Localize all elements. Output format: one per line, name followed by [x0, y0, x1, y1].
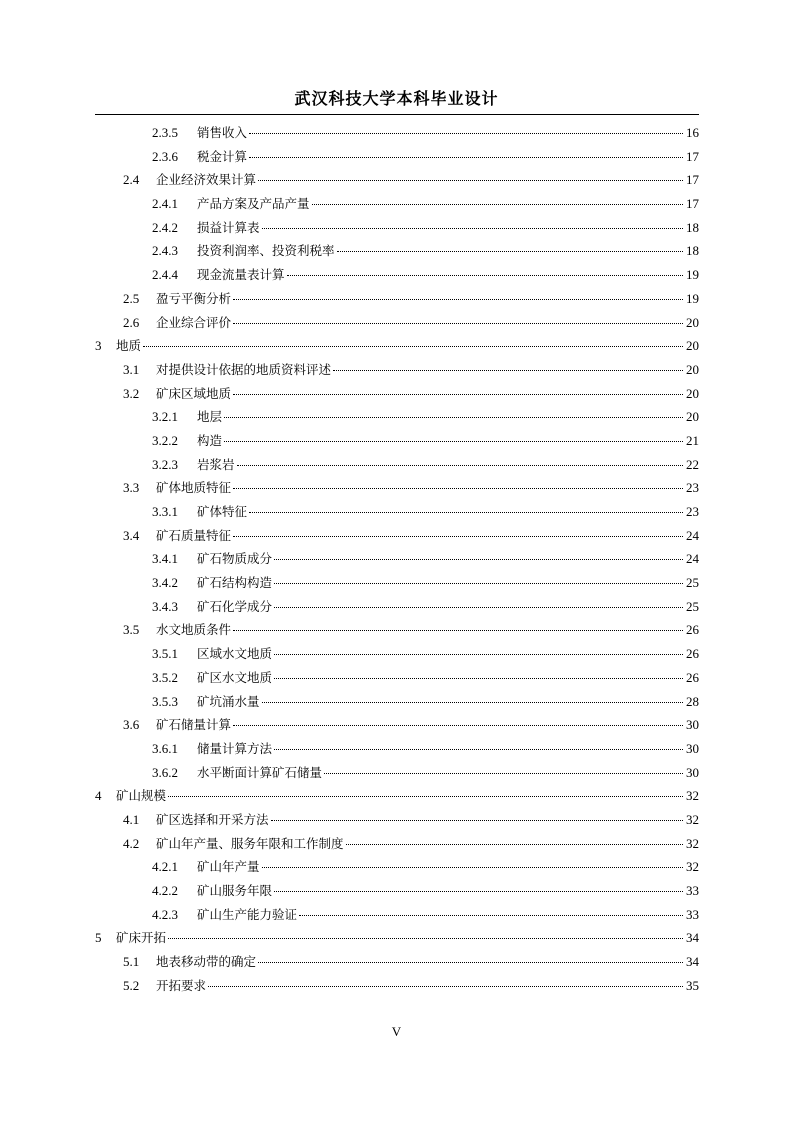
- toc-entry-number: 3.6.1: [152, 740, 178, 756]
- toc-entry-page: 16: [686, 125, 699, 140]
- toc-entry-page: 32: [686, 788, 699, 804]
- toc-entry-page: 23: [686, 480, 699, 496]
- toc-entry-number: 3.2: [123, 385, 140, 401]
- toc-entry-number: 2.4.2: [152, 219, 178, 235]
- toc-entry-title: 矿山生产能力验证: [197, 906, 298, 922]
- toc-entry-page: 30: [686, 740, 699, 756]
- toc-entry[interactable]: [95, 642, 699, 666]
- toc-entry-page: 21: [686, 432, 699, 448]
- toc-entry-page: 18: [686, 219, 699, 235]
- toc-entry-title: 对提供设计依据的地质资料评述: [156, 361, 332, 377]
- toc-dot-leader: [233, 298, 683, 300]
- toc-entry-title: 地层: [197, 409, 223, 425]
- toc-dot-leader: [274, 558, 683, 560]
- toc-entry-number: 2.5: [123, 290, 140, 306]
- toc-entry[interactable]: [95, 524, 699, 548]
- toc-entry-page: 26: [686, 669, 699, 685]
- toc-dot-leader: [258, 179, 683, 181]
- toc-entry-number: 2.4: [123, 172, 140, 188]
- toc-entry[interactable]: [95, 453, 699, 477]
- toc-entry-title: 矿区水文地质: [197, 669, 273, 685]
- toc-entry-page: 28: [686, 693, 699, 709]
- toc-entry[interactable]: [95, 737, 699, 761]
- toc-entry[interactable]: [95, 950, 699, 974]
- toc-entry-title: 区域水文地质: [197, 646, 273, 662]
- toc-entry-page: 30: [686, 764, 699, 780]
- toc-dot-leader: [324, 772, 683, 774]
- toc-entry-number: 3.2.3: [152, 456, 178, 472]
- toc-entry-title: 矿山年产量、服务年限和工作制度: [156, 835, 344, 851]
- header-rule: [95, 114, 699, 115]
- toc-entry-number: 3.5.1: [152, 646, 178, 662]
- toc-entry-title: 损益计算表: [197, 219, 260, 235]
- toc-entry-title: 水平断面计算矿石储量: [197, 764, 323, 780]
- toc-entry-page: 30: [686, 717, 699, 733]
- table-of-contents: [95, 121, 699, 997]
- toc-entry-number: 2.6: [123, 314, 140, 330]
- toc-entry-title: 矿山规模: [116, 788, 167, 804]
- toc-entry-page: 33: [686, 906, 699, 922]
- toc-entry-page: 24: [686, 551, 699, 567]
- toc-entry-number: 2.4.3: [152, 243, 178, 259]
- toc-entry-title: 水文地质条件: [156, 622, 232, 638]
- toc-entry-page: 18: [686, 243, 699, 259]
- toc-dot-leader: [312, 203, 683, 205]
- toc-dot-leader: [274, 653, 683, 655]
- toc-entry-title: 矿体地质特征: [156, 480, 232, 496]
- toc-entry-number: 3.5.3: [152, 693, 178, 709]
- toc-entry[interactable]: [95, 121, 699, 145]
- toc-entry-page: 20: [686, 338, 699, 354]
- toc-entry[interactable]: [95, 903, 699, 927]
- toc-entry-number: 4.2.3: [152, 906, 178, 922]
- toc-entry-page: 17: [686, 172, 699, 188]
- toc-entry-number: 4: [95, 788, 102, 804]
- toc-entry-title: 盈亏平衡分析: [156, 290, 232, 306]
- toc-entry-number: 3.2.2: [152, 432, 178, 448]
- toc-dot-leader: [274, 677, 683, 679]
- toc-entry-page: 32: [686, 859, 699, 875]
- toc-entry[interactable]: [95, 358, 699, 382]
- toc-entry[interactable]: [95, 879, 699, 903]
- toc-dot-leader: [249, 511, 683, 513]
- toc-entry[interactable]: [95, 192, 699, 216]
- toc-entry-page: 17: [686, 148, 699, 164]
- toc-dot-leader: [224, 440, 683, 442]
- toc-entry-title: 矿石质量特征: [156, 527, 232, 543]
- toc-entry-page: 25: [686, 598, 699, 614]
- toc-entry-number: 3: [95, 338, 102, 354]
- toc-entry-number: 3.3.1: [152, 504, 178, 519]
- document-header-title: 武汉科技大学本科毕业设计: [294, 89, 499, 108]
- toc-entry[interactable]: [95, 405, 699, 429]
- toc-entry-page: 22: [686, 456, 699, 472]
- toc-entry-title: 构造: [197, 432, 223, 448]
- toc-entry-number: 3.5.2: [152, 669, 178, 685]
- toc-dot-leader: [224, 416, 683, 418]
- toc-entry-page: 20: [686, 314, 699, 330]
- toc-entry[interactable]: [95, 429, 699, 453]
- toc-dot-leader: [287, 274, 683, 276]
- toc-entry-page: 25: [686, 575, 699, 591]
- toc-entry-number: 3.2.1: [152, 409, 178, 425]
- toc-entry-page: 33: [686, 883, 699, 898]
- toc-dot-leader: [258, 961, 683, 963]
- toc-entry[interactable]: [95, 168, 699, 192]
- toc-entry[interactable]: [95, 974, 699, 998]
- toc-entry-title: 销售收入: [197, 125, 248, 140]
- toc-dot-leader: [299, 914, 683, 916]
- toc-entry[interactable]: [95, 832, 699, 856]
- toc-entry-title: 矿区选择和开采方法: [156, 811, 269, 827]
- toc-dot-leader: [274, 582, 683, 584]
- toc-entry-title: 投资利润率、投资利税率: [197, 243, 335, 259]
- toc-entry[interactable]: [95, 239, 699, 263]
- toc-entry-page: 19: [686, 290, 699, 306]
- toc-entry[interactable]: [95, 926, 699, 950]
- toc-entry-number: 3.4.1: [152, 551, 178, 567]
- toc-entry-number: 2.3.6: [152, 148, 178, 164]
- toc-entry-title: 矿石化学成分: [197, 598, 273, 614]
- toc-entry-page: 34: [686, 930, 699, 946]
- toc-entry-page: 35: [686, 977, 699, 993]
- toc-entry[interactable]: [95, 500, 699, 524]
- toc-entry-number: 4.2: [123, 835, 140, 851]
- toc-entry-number: 3.3: [123, 480, 140, 496]
- toc-entry-title: 企业经济效果计算: [156, 172, 257, 188]
- toc-dot-leader: [168, 795, 683, 797]
- toc-entry-number: 3.1: [123, 361, 140, 377]
- toc-entry[interactable]: [95, 476, 699, 500]
- toc-entry[interactable]: [95, 547, 699, 571]
- toc-dot-leader: [337, 250, 683, 252]
- toc-dot-leader: [168, 937, 683, 939]
- toc-entry-title: 矿石物质成分: [197, 551, 273, 567]
- toc-dot-leader: [262, 701, 683, 703]
- toc-entry-number: 3.4.2: [152, 575, 178, 591]
- toc-entry[interactable]: [95, 334, 699, 358]
- toc-entry-number: 3.5: [123, 622, 140, 638]
- toc-entry-number: 3.4.3: [152, 598, 178, 614]
- toc-entry-title: 矿体特征: [197, 504, 248, 519]
- toc-entry-page: 20: [686, 409, 699, 425]
- toc-entry[interactable]: [95, 713, 699, 737]
- toc-entry[interactable]: [95, 808, 699, 832]
- toc-entry[interactable]: [95, 618, 699, 642]
- toc-entry-title: 开拓要求: [156, 977, 207, 993]
- toc-dot-leader: [333, 369, 683, 371]
- toc-entry-number: 2.4.1: [152, 196, 178, 212]
- toc-entry-title: 矿山服务年限: [197, 883, 273, 898]
- toc-entry[interactable]: [95, 761, 699, 785]
- toc-entry-title: 税金计算: [197, 148, 248, 164]
- toc-dot-leader: [233, 487, 683, 489]
- toc-entry[interactable]: [95, 145, 699, 169]
- toc-dot-leader: [233, 629, 683, 631]
- toc-dot-leader: [233, 322, 683, 324]
- toc-dot-leader: [274, 748, 683, 750]
- toc-dot-leader: [233, 724, 683, 726]
- toc-entry-page: 34: [686, 954, 699, 970]
- toc-entry[interactable]: [95, 595, 699, 619]
- toc-entry-number: 3.6: [123, 717, 140, 733]
- toc-entry-number: 2.4.4: [152, 267, 178, 283]
- toc-entry-title: 企业综合评价: [156, 314, 232, 330]
- toc-entry-page: 32: [686, 811, 699, 827]
- toc-entry-number: 5.2: [123, 977, 140, 993]
- toc-entry[interactable]: [95, 382, 699, 406]
- toc-entry-title: 地质: [116, 338, 142, 354]
- toc-entry[interactable]: [95, 666, 699, 690]
- toc-entry-title: 储量计算方法: [197, 740, 273, 756]
- toc-entry-number: 5: [95, 930, 102, 946]
- toc-entry-page: 23: [686, 504, 699, 519]
- toc-entry-page: 20: [686, 385, 699, 401]
- toc-entry-title: 矿石结构构造: [197, 575, 273, 591]
- toc-entry[interactable]: [95, 311, 699, 335]
- toc-entry-title: 矿石储量计算: [156, 717, 232, 733]
- toc-entry[interactable]: [95, 263, 699, 287]
- toc-entry-page: 20: [686, 361, 699, 377]
- toc-dot-leader: [346, 843, 683, 845]
- toc-entry-number: 4.2.1: [152, 859, 178, 875]
- toc-entry-number: 4.1: [123, 811, 140, 827]
- toc-entry[interactable]: [95, 571, 699, 595]
- toc-dot-leader: [143, 345, 683, 347]
- toc-entry-title: 矿坑涌水量: [197, 693, 260, 709]
- toc-dot-leader: [262, 227, 683, 229]
- toc-entry[interactable]: [95, 287, 699, 311]
- toc-entry[interactable]: [95, 216, 699, 240]
- toc-entry-number: 3.6.2: [152, 764, 178, 780]
- toc-dot-leader: [208, 985, 683, 987]
- toc-entry-title: 矿山年产量: [197, 859, 260, 875]
- toc-entry[interactable]: [95, 855, 699, 879]
- toc-dot-leader: [274, 890, 683, 892]
- toc-dot-leader: [271, 819, 683, 821]
- page-number-footer: V: [391, 1024, 402, 1039]
- toc-dot-leader: [237, 464, 683, 466]
- toc-entry-page: 32: [686, 835, 699, 851]
- toc-entry-page: 24: [686, 527, 699, 543]
- toc-entry-page: 19: [686, 267, 699, 283]
- toc-entry-title: 矿床开拓: [116, 930, 167, 946]
- toc-entry-title: 现金流量表计算: [197, 267, 285, 283]
- toc-entry-number: 5.1: [123, 954, 140, 970]
- toc-dot-leader: [233, 535, 683, 537]
- toc-entry[interactable]: [95, 690, 699, 714]
- toc-entry-page: 26: [686, 622, 699, 638]
- toc-entry-page: 26: [686, 646, 699, 662]
- toc-entry-title: 矿床区域地质: [156, 385, 232, 401]
- toc-entry-number: 2.3.5: [152, 125, 178, 140]
- toc-entry-number: 4.2.2: [152, 883, 178, 898]
- toc-dot-leader: [262, 866, 683, 868]
- toc-entry-title: 岩浆岩: [197, 456, 235, 472]
- toc-entry-title: 产品方案及产品产量: [197, 196, 310, 212]
- toc-entry-page: 17: [686, 196, 699, 212]
- toc-entry[interactable]: [95, 784, 699, 808]
- toc-dot-leader: [233, 393, 683, 395]
- toc-entry-title: 地表移动带的确定: [156, 954, 257, 970]
- toc-dot-leader: [249, 156, 683, 158]
- toc-entry-number: 3.4: [123, 527, 140, 543]
- toc-dot-leader: [249, 132, 683, 134]
- toc-dot-leader: [274, 606, 683, 608]
